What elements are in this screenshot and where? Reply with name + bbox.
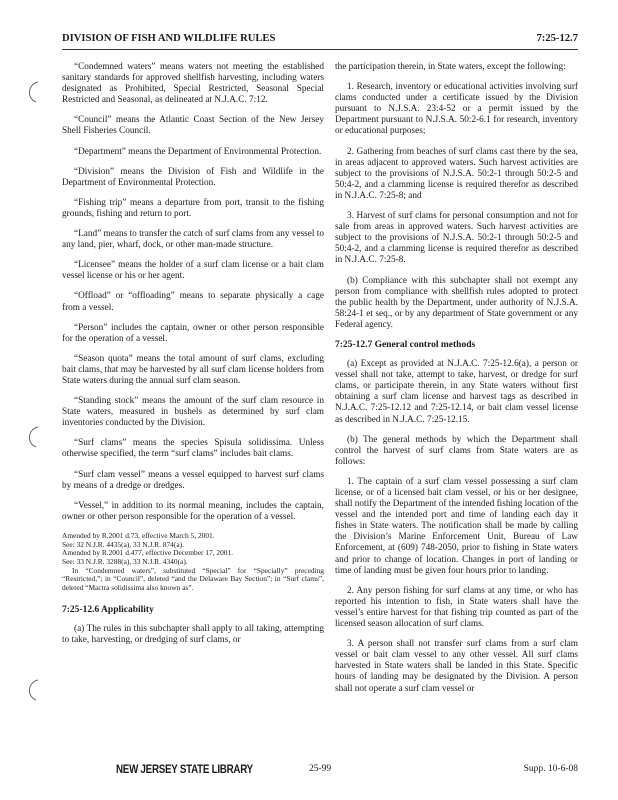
library-stamp: NEW JERSEY STATE LIBRARY (116, 764, 253, 776)
punch-hole-mark (24, 80, 44, 104)
definition-vessel: “Vessel,” in addition to its normal meaning, includes the captain, owner or other person responsible for the operation of a vessel. (62, 500, 324, 522)
control-method-item: 1. The captain of a surf clam vessel possessing a surf clam license, or of a licensed bait clam vessel, or his or her designee, shall notify the Department of the intended fishing location of the vessel and the intended port and time of landing each day it fishes in State waters. The notification shall be made by calling the Division’s Marine Enforcement Unit, Bureau of Law Enforcement, at (609) 748-2050, prior to fishing in State waters and prior to change of location. Changes in port of landing or time of landing must be given four hours prior to landing. (335, 476, 579, 576)
control-method-item: 2. Any person fishing for surf clams at any time, or who has reported his intention to fish, in State waters shall have the vessel’s entire harvest for that fishing trip counted as part of the licensed season allocation of surf clams. (335, 585, 578, 630)
control-method-item: 3. A person shall not transfer surf clams from a surf clam vessel or bait clam vessel to any other vessel. All surf clams harvested in State waters shall be landed in this State. Specific hours of landing may be designated by the Division. A person shall not operate a surf clam vessel or (335, 639, 578, 694)
section-heading-general-control: 7:25-12.7 General control methods (335, 339, 476, 350)
definition-offload: “Offload” or “offloading” means to separate physically a cage from a vessel. (62, 291, 324, 313)
definition-surf-clam-vessel: “Surf clam vessel” means a vessel equipped to harvest surf clams by means of a dredge or dredges. (62, 469, 324, 491)
definition-season-quota: “Season quota” means the total amount of surf clams, excluding bait clams, that may be harvested by all surf clam license holders from State waters during the annual surf clam season. (62, 353, 324, 386)
definition-department: “Department” means the Department of Environmental Protection. (74, 146, 322, 157)
running-header (62, 33, 578, 50)
general-control-para-b: (b) The general methods by which the Department shall control the harvest of surf clams from State waters are as follows: (335, 434, 578, 467)
punch-hole-mark (24, 425, 44, 449)
definition-surf-clams: “Surf clams” means the species Spisula solidissima. Unless otherwise specified, the term “surf clams” includes bait clams. (62, 438, 324, 460)
supplement-date: Supp. 10-6-08 (523, 764, 578, 774)
header-title: DIVISION OF FISH AND WILDLIFE RULES (62, 33, 276, 44)
header-section-number: 7:25-12.7 (536, 33, 578, 44)
definition-land: “Land” means to transfer the catch of surf clams from any vessel to any land, pier, wharf, dock, or other man-made structure. (62, 229, 324, 251)
history-line: In “Condemned waters”, substituted “Special” for “Specially” preceding “Restricted,”; in “Council”, deleted “and the Delaware Bay Section”; in “Surf clams”, deleted “Mactra solidissima also known as”. (62, 565, 324, 593)
exception-item: 2. Gathering from beaches of surf clams cast there by the sea, in areas adjacent to approved waters. Such harvest activities are subject to the provisions of N.J.S.A. 50:2-1 through 50:2-5 and 50:4-2, and a clamming license is required therefor as described in N.J.A.C. 7:25-8; and (335, 146, 578, 201)
history-line: See: 32 N.J.R. 4435(a), 33 N.J.R. 874(a). (62, 539, 184, 549)
history-line: Amended by R.2001 d.73, effective March 5, 2001. (62, 530, 215, 540)
definition-licensee: “Licensee” means the holder of a surf clam license or a bait clam vessel license or his or her agent. (62, 260, 324, 282)
applicability-para-a: (a) The rules in this subchapter shall apply to all taking, attempting to take, harvesting, or dredging of surf clams, or (62, 623, 324, 646)
amendment-history (62, 532, 324, 593)
section-heading-applicability: 7:25-12.6 Applicability (62, 604, 154, 615)
history-line: Amended by R.2001 d.477, effective December 17, 2001. (62, 548, 234, 558)
right-column (335, 62, 578, 704)
exception-item: 3. Harvest of surf clams for personal consumption and not for sale from areas in approved waters. Such harvest activities are subject to the provisions of N.J.S.A. 50:2-1 through 50:2-5 and 50:4-2, and a clamming license is required therefor as described in N.J.A.C. 7:25-8. (335, 211, 578, 266)
left-column (62, 62, 324, 655)
definition-fishing-trip: “Fishing trip” means a departure from port, transit to the fishing grounds, fishing and return to port. (62, 197, 324, 219)
applicability-para-b: (b) Compliance with this subchapter shall not exempt any person from compliance with shellfish rules adopted to protect the public health by the Department, under authority of N.J.S.A. 58:24-1 et seq., or by any department of State government or any Federal agency. (335, 275, 578, 330)
definition-council: “Council” means the Atlantic Coast Section of the New Jersey Shell Fisheries Council. (62, 115, 324, 137)
page-number: 25-99 (309, 764, 332, 774)
definition-division: “Division” means the Division of Fish and Wildlife in the Department of Environmental Protection. (62, 166, 324, 188)
definition-condemned-waters: “Condemned waters” means waters not meeting the established sanitary standards for approved shellfish harvesting, including waters designated as Prohibited, Special Restricted, Seasonal Special Restricted and Seasonal, as delineated at N.J.A.C. 7:12. (62, 62, 324, 106)
general-control-para-a: (a) Except as provided at N.J.A.C. 7:25-12.6(a), a person or vessel shall not take, attempt to take, harvest, or dredge for surf clams, or participate therein, in any State waters without first obtaining a surf clam license and harvest tags as described in N.J.A.C. 7:25-12.12 and 7:25-12.14, or bait clam vessel license as described in N.J.A.C. 7:25-12.15. (335, 359, 578, 425)
punch-hole-mark (24, 678, 44, 702)
applicability-continuation: the participation therein, in State waters, except the following: (335, 62, 566, 72)
definition-person: “Person” includes the captain, owner or other person responsible for the operation of a vessel. (62, 322, 324, 344)
definition-standing-stock: “Standing stock” means the amount of the surf clam resource in State waters, measured in bushels as determined by surf clam inventories conducted by the Division. (62, 396, 324, 429)
page-footer (0, 762, 618, 782)
history-line: See: 33 N.J.R. 3288(a), 33 N.J.R. 4340(a). (62, 557, 188, 567)
exception-item: 1. Research, inventory or educational activities involving surf clams conducted under a certificate issued by the Division pursuant to N.J.S.A. 23:4-52 or a permit issued by the Department pursuant to N.J.S.A. 50:2-6.1 for research, inventory or educational purposes; (335, 82, 578, 137)
